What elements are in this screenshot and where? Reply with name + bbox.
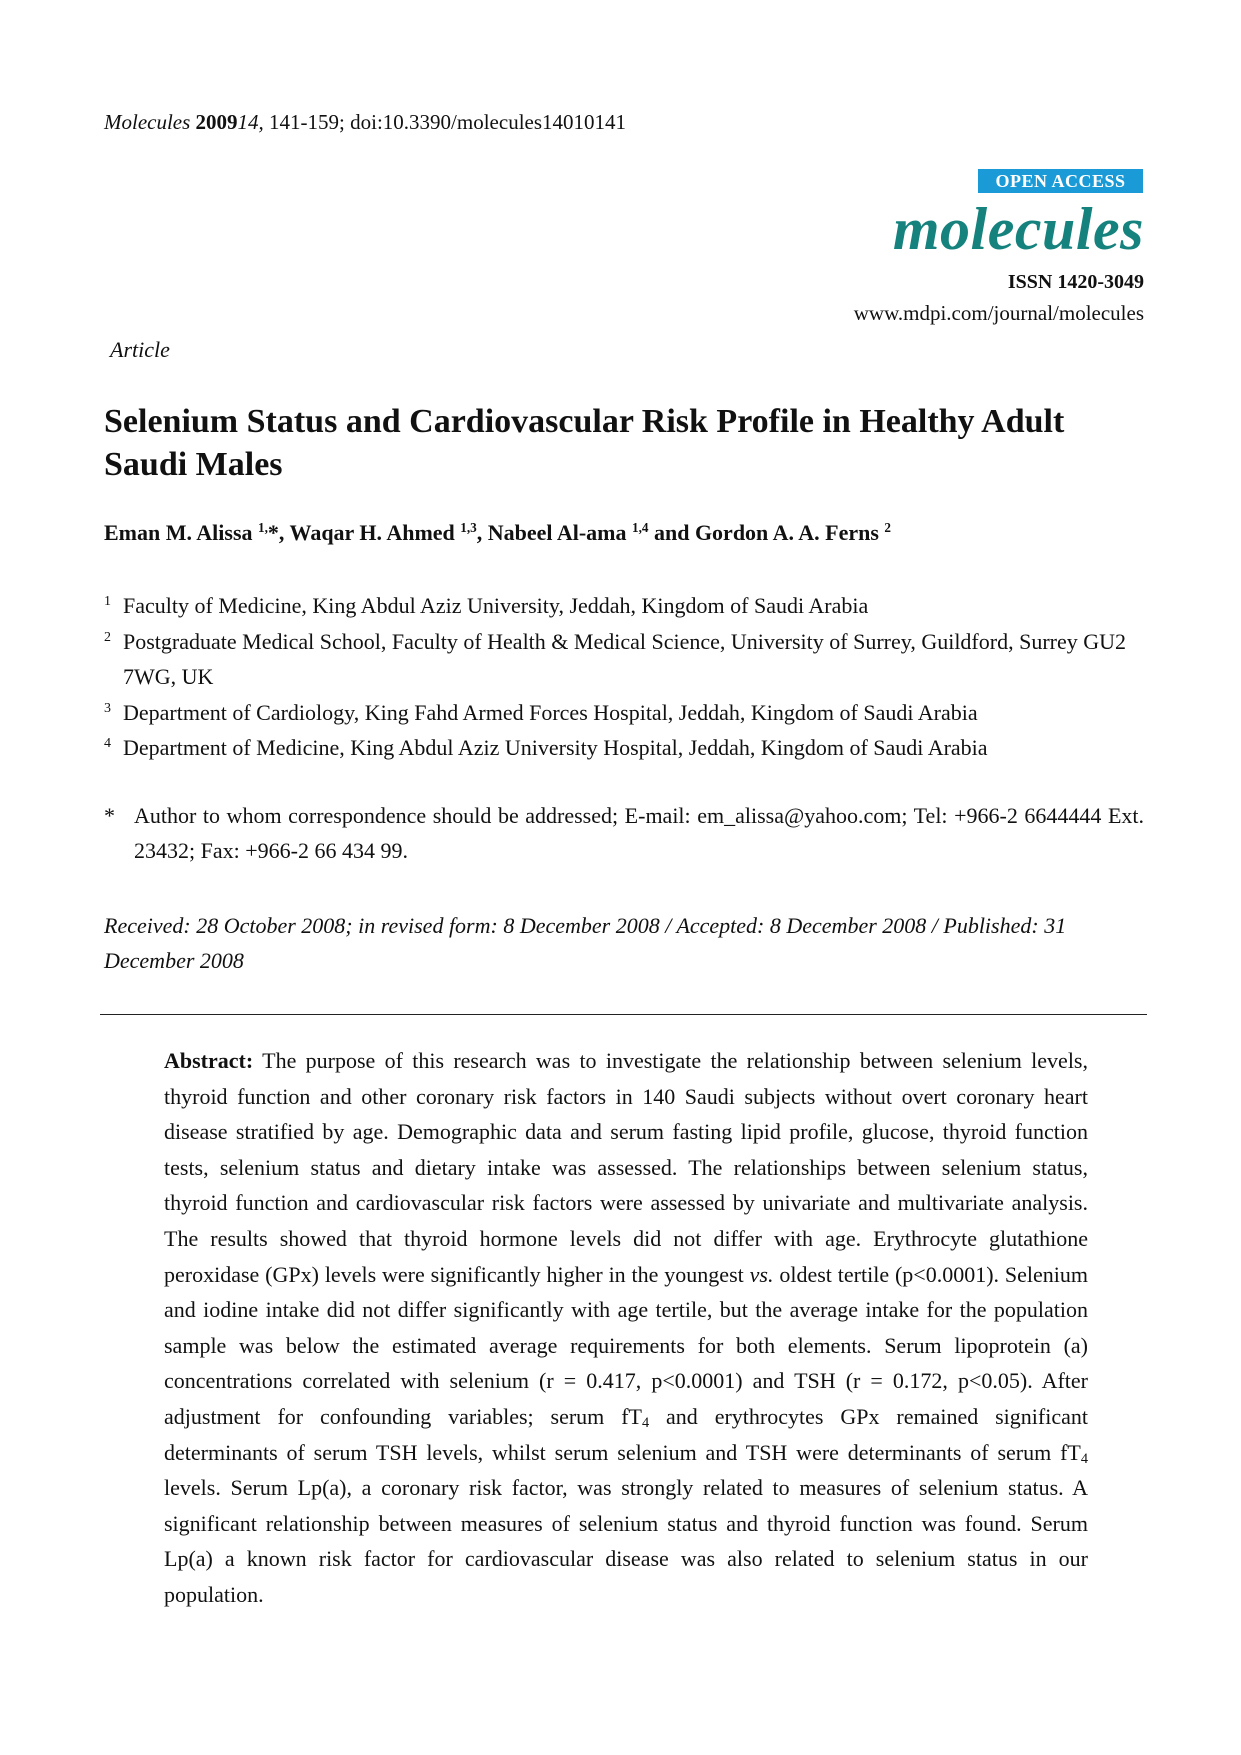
- abstract-vs: vs.: [749, 1261, 774, 1287]
- affiliation-1: [104, 588, 1144, 623]
- affiliation-text: Department of Cardiology, King Fahd Armed Forces Hospital, Jeddah, Kingdom of Saudi Arabia: [123, 700, 978, 725]
- correspondence-text: Author to whom correspondence should be addressed; E-mail: em_alissa@yahoo.com; Tel: +966-2 6644444 Ext. 23432; Fax: +966-2 66 434 99.: [134, 803, 1144, 863]
- abstract: [164, 1043, 1088, 1613]
- abstract-text: and erythrocytes GPx remained significant determinants of serum TSH levels, whilst serum selenium and TSH were determinants of serum fT: [164, 1403, 1088, 1465]
- author-name: Waqar H. Ahmed: [289, 520, 455, 545]
- author-name: Nabeel Al-ama: [487, 520, 627, 545]
- authors-joiner: and: [653, 520, 690, 545]
- author-name: Eman M. Alissa: [104, 520, 253, 545]
- author-suffix: *,: [267, 520, 285, 545]
- correspondence-note: [104, 798, 1144, 868]
- paper-title: Selenium Status and Cardiovascular Risk Profile in Healthy Adult Saudi Males: [104, 403, 1065, 483]
- citation-pages: 141-159; doi:10.3390/molecules14010141: [269, 110, 627, 134]
- affiliation-2: [104, 624, 1144, 694]
- journal-url[interactable]: www.mdpi.com/journal/molecules: [853, 301, 1144, 325]
- author-affiliation-mark: 1,: [258, 520, 268, 536]
- author-affiliation-mark: 1,3: [460, 520, 477, 536]
- abstract-text: oldest tertile (p<0.0001). Selenium and iodine intake did not differ significantly with age tertile, but the average intake for the population sample was below the estimated average requirements for both elements. Serum lipoprotein (a) concentrations correlated with selenium (r = 0.417, p<0.0001) and TSH (r = 0.172, p<0.05). After adjustment for confounding variables; serum fT: [164, 1261, 1089, 1429]
- affiliation-4: [104, 730, 1144, 765]
- author-name: Gordon A. A. Ferns: [694, 520, 879, 545]
- affiliation-text: Postgraduate Medical School, Faculty of Health & Medical Science, University of Surrey, Guildford, Surrey GU2 7WG, UK: [123, 629, 1127, 689]
- affiliation-3: [104, 695, 1144, 730]
- author-suffix: ,: [476, 520, 483, 545]
- open-access-badge: OPEN ACCESS: [978, 169, 1143, 193]
- abstract-text: levels. Serum Lp(a), a coronary risk factor, was strongly related to measures of selenium status. A significant relationship between measures of selenium status and thyroid function was found. Serum Lp(a) a known risk factor for cardiovascular disease was also related to selenium status in our population.: [164, 1475, 1088, 1607]
- affiliation-number: 2: [104, 630, 111, 645]
- abstract-text: The purpose of this research was to investigate the relationship between selenium levels, thyroid function and other coronary risk factors in 140 Saudi subjects without overt coronary heart disease stratified by age. Demographic data and serum fasting lipid profile, glucose, thyroid function tests, selenium status and dietary intake was assessed. The relationships between selenium status, thyroid function and cardiovascular risk factors were assessed by univariate and multivariate analysis. The results showed that thyroid hormone levels did not differ with age. Erythrocyte glutathione peroxidase (GPx) levels were significantly higher in the youngest: [164, 1048, 1088, 1287]
- correspondence-star: *: [104, 803, 115, 828]
- citation-line: [104, 110, 626, 135]
- author-affiliation-mark: 1,4: [631, 520, 649, 536]
- affiliation-number: 3: [104, 701, 111, 716]
- citation-journal: Molecules: [104, 110, 191, 134]
- issn: ISSN 1420-3049: [1007, 271, 1144, 293]
- journal-logo: molecules: [892, 196, 1144, 262]
- section-divider: [100, 1014, 1147, 1015]
- abstract-subscript: 4: [1080, 1450, 1088, 1467]
- abstract-label: Abstract:: [164, 1048, 254, 1073]
- affiliation-number: 4: [104, 736, 111, 751]
- author-list: [104, 520, 891, 546]
- article-type: Article: [110, 337, 170, 362]
- author-affiliation-mark: 2: [884, 520, 891, 536]
- abstract-subscript: 4: [641, 1414, 650, 1431]
- citation-volume: 14,: [237, 110, 264, 134]
- affiliation-text: Faculty of Medicine, King Abdul Aziz University, Jeddah, Kingdom of Saudi Arabia: [123, 593, 869, 618]
- citation-year: 2009: [195, 110, 238, 134]
- publication-dates: Received: 28 October 2008; in revised form: 8 December 2008 / Accepted: 8 December 2008 / Published: 31 December 2008: [104, 913, 1067, 973]
- affiliation-number: 1: [104, 594, 111, 609]
- affiliation-text: Department of Medicine, King Abdul Aziz University Hospital, Jeddah, Kingdom of Saudi Arabia: [123, 735, 988, 760]
